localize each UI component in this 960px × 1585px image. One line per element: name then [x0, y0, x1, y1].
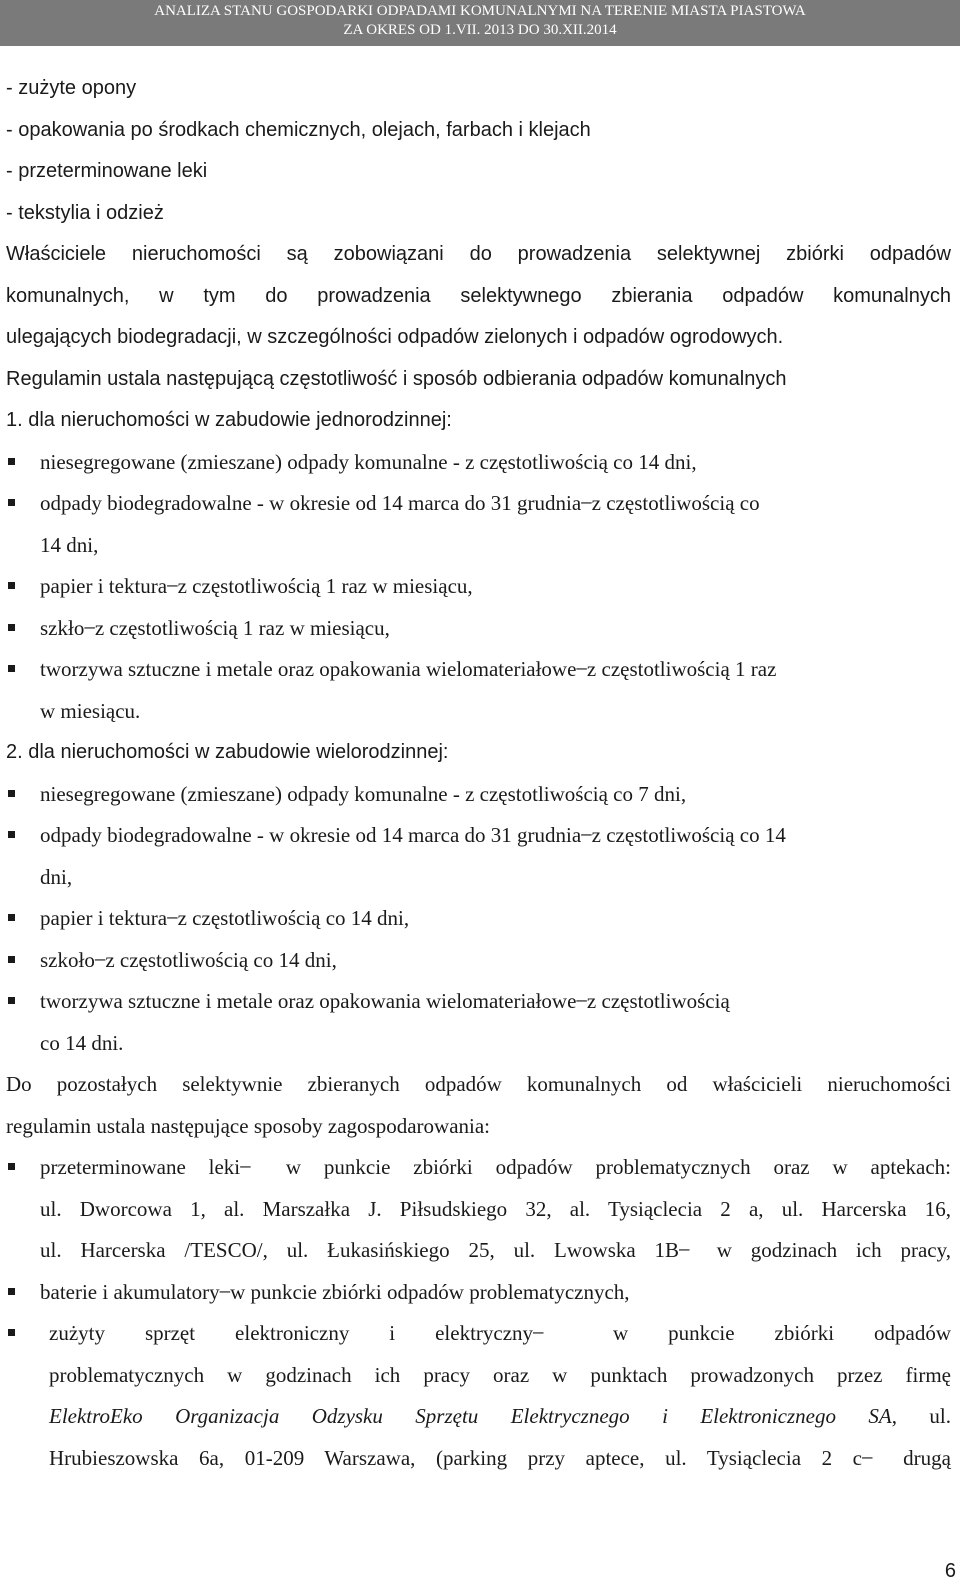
bullet-continuation: w miesiącu.: [40, 698, 141, 723]
bullet-item: tworzywa sztuczne i metale oraz opakowania wielomateriałowe ̶ z częstotliwością 1 raz: [6, 649, 951, 691]
bullet-continuation: ul. Dworcowa 1, al. Marszałka J. Piłsudskiego 32, al. Tysiąclecia 2 a, ul. Harcerska 16,: [40, 1196, 951, 1221]
bullet-square-icon: [8, 956, 15, 963]
bullet-item: odpady biodegradowalne - w okresie od 14 marca do 31 grudnia ̶ z częstotliwością co 14: [6, 815, 951, 857]
paragraph-line: komunalnych, w tym do prowadzenia selektywnego zbierania odpadów komunalnych: [6, 284, 951, 307]
bullet-item: szkoło ̶ z częstotliwością co 14 dni,: [6, 940, 951, 982]
section-heading-multi-family: 2. dla nieruchomości w zabudowie wielorodzinnej:: [6, 741, 449, 763]
bullet-square-icon: [8, 499, 15, 506]
bullet-item: szkło ̶ z częstotliwością 1 raz w miesiącu,: [6, 608, 951, 650]
header-title: ANALIZA STANU GOSPODARKI ODPADAMI KOMUNALNYMI NA TERENIE MIASTA PIASTOWA: [154, 3, 806, 19]
bullet-square-icon: [8, 997, 15, 1004]
bullet-continuation: ElektroEko Organizacja Odzysku Sprzętu Elektrycznego i Elektronicznego SA, ul.: [49, 1404, 951, 1428]
bullet-continuation: co 14 dni.: [40, 1030, 124, 1055]
paragraph-line: Regulamin ustala następującą częstotliwość i sposób odbierania odpadów komunalnych: [6, 367, 787, 390]
list-item: - zużyte opony: [6, 77, 137, 99]
paragraph-line: Właściciele nieruchomości są zobowiązani do prowadzenia selektywnej zbiórki odpadów: [6, 243, 951, 265]
bullet-square-icon: [8, 582, 15, 589]
paragraph-line: regulamin ustala następujące sposoby zagospodarowania:: [6, 1113, 491, 1138]
company-name: ElektroEko Organizacja Odzysku Sprzętu Elektrycznego i Elektronicznego SA: [49, 1404, 892, 1428]
bullet-item: zużyty sprzęt elektroniczny i elektryczny ̶ w punkcie zbiórki odpadów: [6, 1313, 951, 1355]
bullet-continuation: problematycznych w godzinach ich pracy oraz w punktach prowadzonych przez firmę: [49, 1362, 951, 1387]
bullet-item: niesegregowane (zmieszane) odpady komunalne - z częstotliwością co 7 dni,: [6, 774, 951, 816]
bullet-continuation: ul. Harcerska /TESCO/, ul. Łukasińskiego 25, ul. Lwowska 1B ̶ w godzinach ich pracy,: [40, 1238, 951, 1262]
bullet-item: tworzywa sztuczne i metale oraz opakowania wielomateriałowe ̶ z częstotliwością: [6, 981, 951, 1023]
bullet-item: baterie i akumulatory ̶ w punkcie zbiórki odpadów problematycznych,: [6, 1272, 951, 1314]
bullet-square-icon: [8, 1288, 15, 1295]
bullet-square-icon: [8, 790, 15, 797]
bullet-item: niesegregowane (zmieszane) odpady komunalne - z częstotliwością co 14 dni,: [6, 442, 951, 484]
list-item: - tekstylia i odzież: [6, 201, 164, 224]
bullet-square-icon: [8, 458, 15, 465]
bullet-continuation: dni,: [40, 864, 73, 889]
paragraph-line: ulegających biodegradacji, w szczególności odpadów zielonych i odpadów ogrodowych.: [6, 326, 784, 348]
bullet-square-icon: [8, 665, 15, 672]
bullet-square-icon: [8, 1163, 15, 1170]
bullet-item: papier i tektura ̶ z częstotliwością 1 raz w miesiącu,: [6, 566, 951, 608]
paragraph-line: Do pozostałych selektywnie zbieranych odpadów komunalnych od właścicieli nieruchomości: [6, 1072, 951, 1096]
bullet-square-icon: [8, 1329, 15, 1336]
bullet-item: odpady biodegradowalne - w okresie od 14 marca do 31 grudnia ̶ z częstotliwością co: [6, 483, 951, 525]
bullet-item: papier i tektura ̶ z częstotliwością co 14 dni,: [6, 898, 951, 940]
document-body: [6, 68, 951, 1479]
section-heading-single-family: 1. dla nieruchomości w zabudowie jednorodzinnej:: [6, 409, 452, 431]
bullet-continuation: Hrubieszowska 6a, 01-209 Warszawa, (parking przy aptece, ul. Tysiąclecia 2 c ̶ drugą: [49, 1445, 951, 1470]
bullet-continuation: 14 dni,: [40, 532, 99, 557]
header-period: ZA OKRES OD 1.VII. 2013 DO 30.XII.2014: [343, 22, 617, 38]
page-header: [0, 0, 960, 46]
list-item: - opakowania po środkach chemicznych, olejach, farbach i klejach: [6, 118, 591, 141]
bullet-item: przeterminowane leki ̶ w punkcie zbiórki odpadów problematycznych oraz w aptekach:: [6, 1147, 951, 1189]
bullet-square-icon: [8, 624, 15, 631]
list-item: - przeterminowane leki: [6, 160, 208, 182]
bullet-square-icon: [8, 831, 15, 838]
bullet-square-icon: [8, 914, 15, 921]
page-number: 6: [944, 1560, 956, 1582]
